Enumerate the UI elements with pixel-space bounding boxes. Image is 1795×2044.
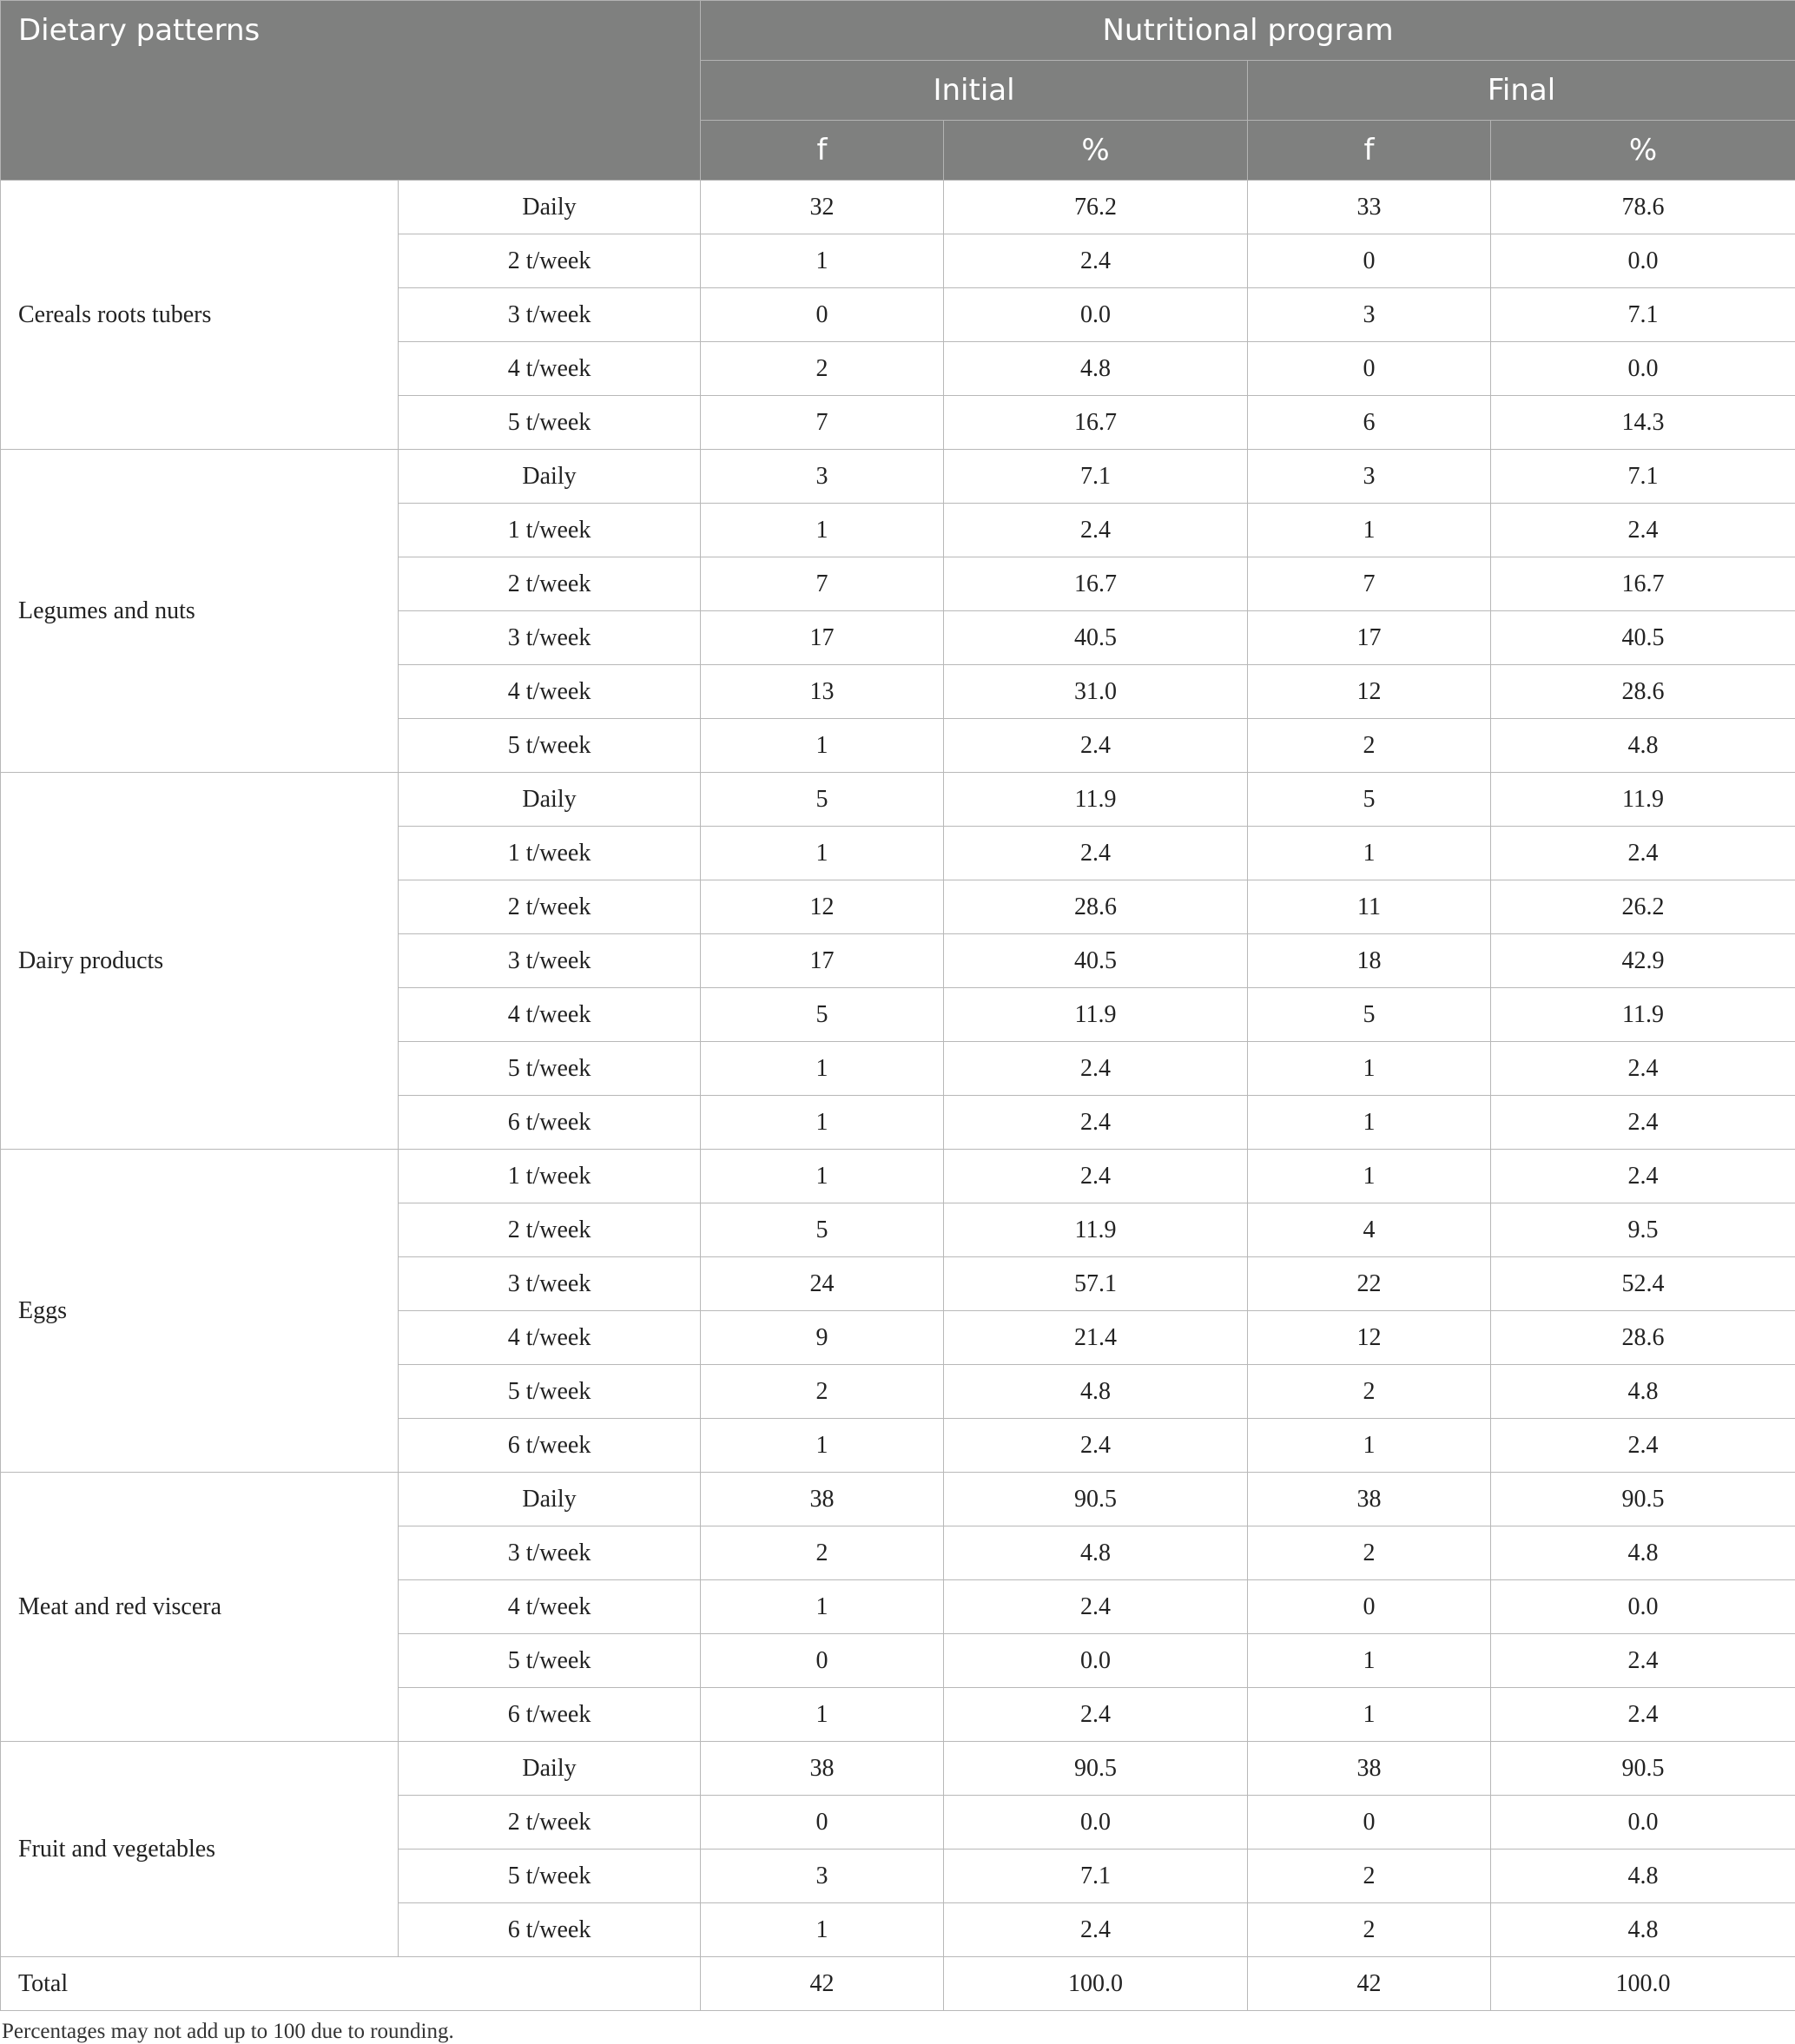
final-f-cell: 2 bbox=[1248, 1849, 1491, 1903]
final-f-cell: 22 bbox=[1248, 1257, 1491, 1311]
final-pct-cell: 28.6 bbox=[1491, 665, 1795, 719]
final-pct-cell: 7.1 bbox=[1491, 450, 1795, 504]
final-f-cell: 12 bbox=[1248, 1311, 1491, 1365]
initial-f-cell: 1 bbox=[701, 1903, 944, 1957]
total-label: Total bbox=[1, 1957, 701, 2011]
initial-f-cell: 17 bbox=[701, 934, 944, 988]
final-pct-cell: 9.5 bbox=[1491, 1203, 1795, 1257]
table-row bbox=[1, 1473, 1795, 1526]
final-f-cell: 18 bbox=[1248, 934, 1491, 988]
initial-f-cell: 1 bbox=[701, 1150, 944, 1203]
final-pct-cell: 0.0 bbox=[1491, 234, 1795, 288]
final-f-cell: 7 bbox=[1248, 557, 1491, 611]
initial-f-cell: 3 bbox=[701, 450, 944, 504]
header-initial-pct: % bbox=[944, 121, 1248, 181]
header-dietary-patterns: Dietary patterns bbox=[1, 1, 701, 181]
initial-f-cell: 5 bbox=[701, 988, 944, 1042]
final-pct-cell: 40.5 bbox=[1491, 611, 1795, 665]
final-f-cell: 1 bbox=[1248, 1419, 1491, 1473]
initial-pct-cell: 7.1 bbox=[944, 450, 1248, 504]
initial-f-cell: 1 bbox=[701, 719, 944, 773]
initial-pct-cell: 4.8 bbox=[944, 342, 1248, 396]
initial-pct-cell: 16.7 bbox=[944, 396, 1248, 450]
initial-pct-cell: 31.0 bbox=[944, 665, 1248, 719]
final-pct-cell: 2.4 bbox=[1491, 1688, 1795, 1742]
frequency-cell: 2 t/week bbox=[399, 1796, 701, 1849]
header-initial-f: f bbox=[701, 121, 944, 181]
initial-pct-cell: 40.5 bbox=[944, 611, 1248, 665]
initial-f-cell: 0 bbox=[701, 1634, 944, 1688]
final-f-cell: 3 bbox=[1248, 288, 1491, 342]
table-row bbox=[1, 450, 1795, 504]
final-f-cell: 2 bbox=[1248, 1526, 1491, 1580]
frequency-cell: Daily bbox=[399, 773, 701, 827]
initial-f-cell: 0 bbox=[701, 288, 944, 342]
frequency-cell: 3 t/week bbox=[399, 288, 701, 342]
table-row bbox=[1, 1150, 1795, 1203]
frequency-cell: 2 t/week bbox=[399, 234, 701, 288]
frequency-cell: 1 t/week bbox=[399, 827, 701, 880]
final-pct-cell: 4.8 bbox=[1491, 1903, 1795, 1957]
final-f-cell: 33 bbox=[1248, 181, 1491, 234]
initial-f-cell: 1 bbox=[701, 1419, 944, 1473]
frequency-cell: 4 t/week bbox=[399, 665, 701, 719]
table-row bbox=[1, 181, 1795, 234]
final-f-cell: 0 bbox=[1248, 234, 1491, 288]
table-row bbox=[1, 773, 1795, 827]
total-initial-pct: 100.0 bbox=[944, 1957, 1248, 2011]
initial-f-cell: 2 bbox=[701, 1365, 944, 1419]
final-pct-cell: 90.5 bbox=[1491, 1473, 1795, 1526]
final-f-cell: 1 bbox=[1248, 1096, 1491, 1150]
final-f-cell: 2 bbox=[1248, 1365, 1491, 1419]
final-f-cell: 1 bbox=[1248, 1150, 1491, 1203]
category-cell: Dairy products bbox=[1, 773, 399, 1150]
table-body bbox=[1, 181, 1795, 2011]
initial-pct-cell: 40.5 bbox=[944, 934, 1248, 988]
final-f-cell: 0 bbox=[1248, 1796, 1491, 1849]
final-f-cell: 11 bbox=[1248, 880, 1491, 934]
frequency-cell: 5 t/week bbox=[399, 1365, 701, 1419]
initial-f-cell: 0 bbox=[701, 1796, 944, 1849]
initial-pct-cell: 2.4 bbox=[944, 1688, 1248, 1742]
final-f-cell: 1 bbox=[1248, 1688, 1491, 1742]
final-pct-cell: 7.1 bbox=[1491, 288, 1795, 342]
final-f-cell: 1 bbox=[1248, 827, 1491, 880]
frequency-cell: 4 t/week bbox=[399, 342, 701, 396]
initial-pct-cell: 0.0 bbox=[944, 1634, 1248, 1688]
frequency-cell: 5 t/week bbox=[399, 1042, 701, 1096]
initial-f-cell: 24 bbox=[701, 1257, 944, 1311]
initial-pct-cell: 90.5 bbox=[944, 1742, 1248, 1796]
frequency-cell: 4 t/week bbox=[399, 1580, 701, 1634]
initial-pct-cell: 11.9 bbox=[944, 773, 1248, 827]
frequency-cell: 1 t/week bbox=[399, 504, 701, 557]
frequency-cell: 1 t/week bbox=[399, 1150, 701, 1203]
initial-f-cell: 1 bbox=[701, 234, 944, 288]
initial-f-cell: 5 bbox=[701, 1203, 944, 1257]
final-pct-cell: 42.9 bbox=[1491, 934, 1795, 988]
header-final: Final bbox=[1248, 61, 1795, 121]
total-row bbox=[1, 1957, 1795, 2011]
frequency-cell: 4 t/week bbox=[399, 988, 701, 1042]
final-f-cell: 12 bbox=[1248, 665, 1491, 719]
final-f-cell: 4 bbox=[1248, 1203, 1491, 1257]
header-initial: Initial bbox=[701, 61, 1248, 121]
final-pct-cell: 28.6 bbox=[1491, 1311, 1795, 1365]
initial-f-cell: 7 bbox=[701, 557, 944, 611]
frequency-cell: 2 t/week bbox=[399, 557, 701, 611]
final-f-cell: 3 bbox=[1248, 450, 1491, 504]
final-pct-cell: 2.4 bbox=[1491, 1096, 1795, 1150]
final-pct-cell: 4.8 bbox=[1491, 1526, 1795, 1580]
footnote: Percentages may not add up to 100 due to rounding. bbox=[2, 2020, 1795, 2044]
initial-f-cell: 2 bbox=[701, 342, 944, 396]
final-f-cell: 0 bbox=[1248, 1580, 1491, 1634]
initial-pct-cell: 90.5 bbox=[944, 1473, 1248, 1526]
frequency-cell: 6 t/week bbox=[399, 1688, 701, 1742]
final-f-cell: 1 bbox=[1248, 504, 1491, 557]
initial-pct-cell: 16.7 bbox=[944, 557, 1248, 611]
final-f-cell: 5 bbox=[1248, 988, 1491, 1042]
final-pct-cell: 4.8 bbox=[1491, 719, 1795, 773]
initial-pct-cell: 76.2 bbox=[944, 181, 1248, 234]
initial-f-cell: 13 bbox=[701, 665, 944, 719]
frequency-cell: 5 t/week bbox=[399, 1634, 701, 1688]
final-f-cell: 0 bbox=[1248, 342, 1491, 396]
total-initial-f: 42 bbox=[701, 1957, 944, 2011]
initial-pct-cell: 2.4 bbox=[944, 719, 1248, 773]
final-pct-cell: 26.2 bbox=[1491, 880, 1795, 934]
initial-pct-cell: 28.6 bbox=[944, 880, 1248, 934]
initial-f-cell: 1 bbox=[701, 1096, 944, 1150]
initial-pct-cell: 11.9 bbox=[944, 1203, 1248, 1257]
table-row bbox=[1, 1742, 1795, 1796]
initial-pct-cell: 2.4 bbox=[944, 504, 1248, 557]
final-pct-cell: 11.9 bbox=[1491, 988, 1795, 1042]
final-pct-cell: 0.0 bbox=[1491, 342, 1795, 396]
header-nutritional-program: Nutritional program bbox=[701, 1, 1795, 61]
header-final-f: f bbox=[1248, 121, 1491, 181]
initial-f-cell: 1 bbox=[701, 504, 944, 557]
initial-pct-cell: 0.0 bbox=[944, 1796, 1248, 1849]
final-pct-cell: 0.0 bbox=[1491, 1796, 1795, 1849]
initial-pct-cell: 7.1 bbox=[944, 1849, 1248, 1903]
frequency-cell: 5 t/week bbox=[399, 719, 701, 773]
initial-f-cell: 1 bbox=[701, 1042, 944, 1096]
initial-f-cell: 1 bbox=[701, 827, 944, 880]
final-pct-cell: 2.4 bbox=[1491, 504, 1795, 557]
final-pct-cell: 2.4 bbox=[1491, 1042, 1795, 1096]
final-pct-cell: 14.3 bbox=[1491, 396, 1795, 450]
frequency-cell: 5 t/week bbox=[399, 1849, 701, 1903]
initial-f-cell: 1 bbox=[701, 1688, 944, 1742]
final-pct-cell: 4.8 bbox=[1491, 1849, 1795, 1903]
initial-pct-cell: 2.4 bbox=[944, 1096, 1248, 1150]
category-cell: Fruit and vegetables bbox=[1, 1742, 399, 1957]
initial-f-cell: 9 bbox=[701, 1311, 944, 1365]
final-f-cell: 38 bbox=[1248, 1473, 1491, 1526]
initial-f-cell: 5 bbox=[701, 773, 944, 827]
final-f-cell: 6 bbox=[1248, 396, 1491, 450]
final-pct-cell: 52.4 bbox=[1491, 1257, 1795, 1311]
table-header bbox=[1, 1, 1795, 181]
category-cell: Eggs bbox=[1, 1150, 399, 1473]
frequency-cell: 2 t/week bbox=[399, 880, 701, 934]
initial-pct-cell: 21.4 bbox=[944, 1311, 1248, 1365]
category-cell: Legumes and nuts bbox=[1, 450, 399, 773]
initial-pct-cell: 4.8 bbox=[944, 1365, 1248, 1419]
frequency-cell: 6 t/week bbox=[399, 1096, 701, 1150]
final-pct-cell: 2.4 bbox=[1491, 1634, 1795, 1688]
initial-pct-cell: 11.9 bbox=[944, 988, 1248, 1042]
initial-pct-cell: 2.4 bbox=[944, 234, 1248, 288]
total-final-pct: 100.0 bbox=[1491, 1957, 1795, 2011]
initial-pct-cell: 2.4 bbox=[944, 1150, 1248, 1203]
final-pct-cell: 11.9 bbox=[1491, 773, 1795, 827]
frequency-cell: 6 t/week bbox=[399, 1903, 701, 1957]
final-f-cell: 1 bbox=[1248, 1042, 1491, 1096]
initial-f-cell: 38 bbox=[701, 1742, 944, 1796]
frequency-cell: 2 t/week bbox=[399, 1203, 701, 1257]
initial-pct-cell: 4.8 bbox=[944, 1526, 1248, 1580]
frequency-cell: Daily bbox=[399, 1473, 701, 1526]
final-pct-cell: 78.6 bbox=[1491, 181, 1795, 234]
final-pct-cell: 90.5 bbox=[1491, 1742, 1795, 1796]
final-f-cell: 1 bbox=[1248, 1634, 1491, 1688]
initial-f-cell: 17 bbox=[701, 611, 944, 665]
initial-f-cell: 3 bbox=[701, 1849, 944, 1903]
initial-pct-cell: 2.4 bbox=[944, 1419, 1248, 1473]
frequency-cell: Daily bbox=[399, 450, 701, 504]
category-cell: Cereals roots tubers bbox=[1, 181, 399, 450]
final-f-cell: 5 bbox=[1248, 773, 1491, 827]
frequency-cell: Daily bbox=[399, 181, 701, 234]
frequency-cell: Daily bbox=[399, 1742, 701, 1796]
category-cell: Meat and red viscera bbox=[1, 1473, 399, 1742]
final-f-cell: 38 bbox=[1248, 1742, 1491, 1796]
initial-pct-cell: 57.1 bbox=[944, 1257, 1248, 1311]
initial-pct-cell: 2.4 bbox=[944, 1903, 1248, 1957]
initial-pct-cell: 2.4 bbox=[944, 827, 1248, 880]
header-final-pct: % bbox=[1491, 121, 1795, 181]
final-f-cell: 2 bbox=[1248, 719, 1491, 773]
final-pct-cell: 2.4 bbox=[1491, 1150, 1795, 1203]
frequency-cell: 3 t/week bbox=[399, 1526, 701, 1580]
frequency-cell: 5 t/week bbox=[399, 396, 701, 450]
initial-pct-cell: 2.4 bbox=[944, 1042, 1248, 1096]
initial-f-cell: 2 bbox=[701, 1526, 944, 1580]
initial-f-cell: 1 bbox=[701, 1580, 944, 1634]
final-pct-cell: 0.0 bbox=[1491, 1580, 1795, 1634]
initial-f-cell: 32 bbox=[701, 181, 944, 234]
frequency-cell: 3 t/week bbox=[399, 611, 701, 665]
frequency-cell: 4 t/week bbox=[399, 1311, 701, 1365]
initial-f-cell: 7 bbox=[701, 396, 944, 450]
initial-f-cell: 12 bbox=[701, 880, 944, 934]
final-f-cell: 2 bbox=[1248, 1903, 1491, 1957]
final-pct-cell: 16.7 bbox=[1491, 557, 1795, 611]
initial-f-cell: 38 bbox=[701, 1473, 944, 1526]
initial-pct-cell: 0.0 bbox=[944, 288, 1248, 342]
final-pct-cell: 4.8 bbox=[1491, 1365, 1795, 1419]
final-pct-cell: 2.4 bbox=[1491, 1419, 1795, 1473]
initial-pct-cell: 2.4 bbox=[944, 1580, 1248, 1634]
final-pct-cell: 2.4 bbox=[1491, 827, 1795, 880]
frequency-cell: 3 t/week bbox=[399, 1257, 701, 1311]
total-final-f: 42 bbox=[1248, 1957, 1491, 2011]
frequency-cell: 6 t/week bbox=[399, 1419, 701, 1473]
frequency-cell: 3 t/week bbox=[399, 934, 701, 988]
final-f-cell: 17 bbox=[1248, 611, 1491, 665]
